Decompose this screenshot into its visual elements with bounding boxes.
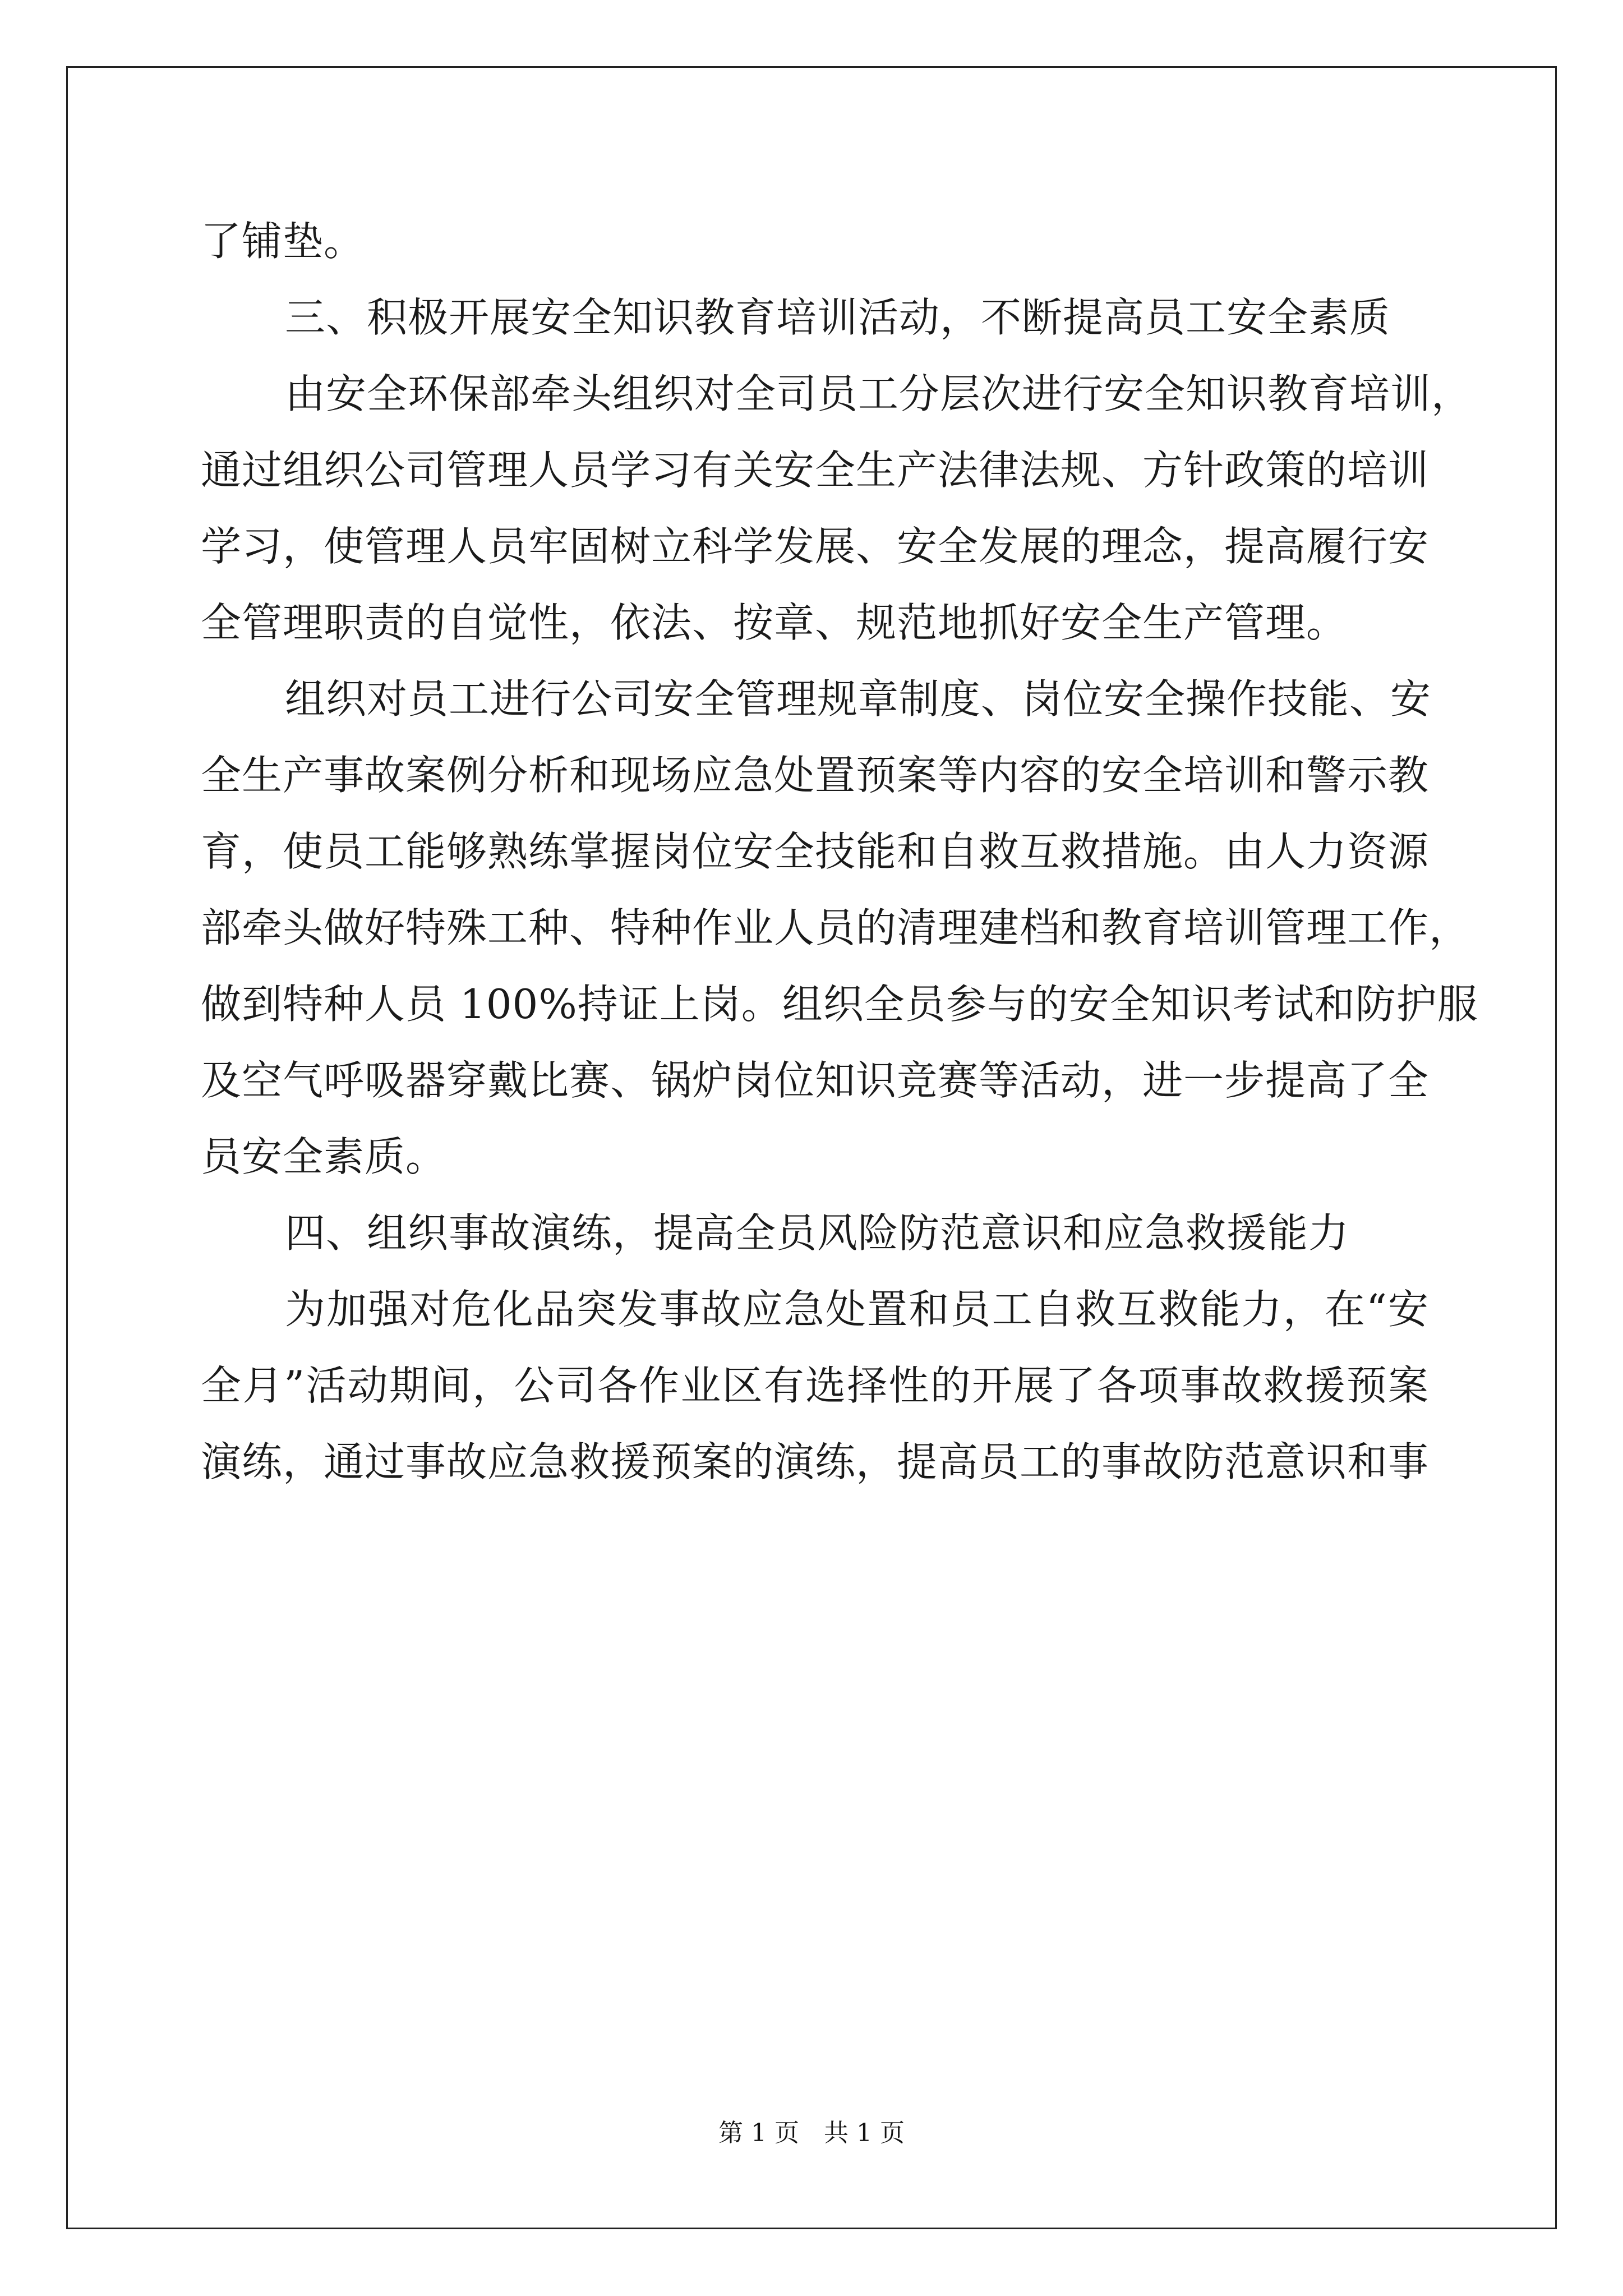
text-line: 学习，使管理人员牢固树立科学发展、安全发展的理念，提高履行安 (201, 523, 1430, 570)
text-line: 由安全环保部牵头组织对全司员工分层次进行安全知识教育培训， (285, 370, 1473, 417)
text-line: 通过组织公司管理人员学习有关安全生产法律法规、方针政策的培训 (201, 447, 1430, 494)
text-line: 组织对员工进行公司安全管理规章制度、岗位安全操作技能、安 (285, 675, 1432, 723)
section-heading: 四、组织事故演练，提高全员风险防范意识和应急救援能力 (285, 1209, 1350, 1257)
text-line: 育，使员工能够熟练掌握岗位安全技能和自救互救措施。由人力资源 (201, 828, 1430, 875)
text-line: 为加强对危化品突发事故应急处置和员工自救互救能力，在“安 (285, 1286, 1429, 1333)
page-footer: 第 1 页 共 1 页 (718, 2119, 905, 2147)
text-line: 全月”活动期间，公司各作业区有选择性的开展了各项事故救援预案 (201, 1362, 1429, 1409)
text-line: 员安全素质。 (201, 1133, 447, 1180)
text-line: 演练，通过事故应急救援预案的演练，提高员工的事故防范意识和事 (201, 1438, 1430, 1485)
text-line: 及空气呼吸器穿戴比赛、锅炉岗位知识竞赛等活动，进一步提高了全 (201, 1057, 1430, 1104)
section-heading: 三、积极开展安全知识教育培训活动，不断提高员工安全素质 (285, 294, 1391, 341)
text-line: 全管理职责的自觉性，依法、按章、规范地抓好安全生产管理。 (201, 599, 1348, 646)
text-line: 做到特种人员 100%持证上岗。组织全员参与的安全知识考试和防护服 (201, 981, 1478, 1028)
text-line: 部牵头做好特殊工种、特种作业人员的清理建档和教育培训管理工作， (201, 904, 1470, 951)
text-line: 全生产事故案例分析和现场应急处置预案等内容的安全培训和警示教 (201, 752, 1430, 799)
text-line: 了铺垫。 (201, 218, 365, 265)
